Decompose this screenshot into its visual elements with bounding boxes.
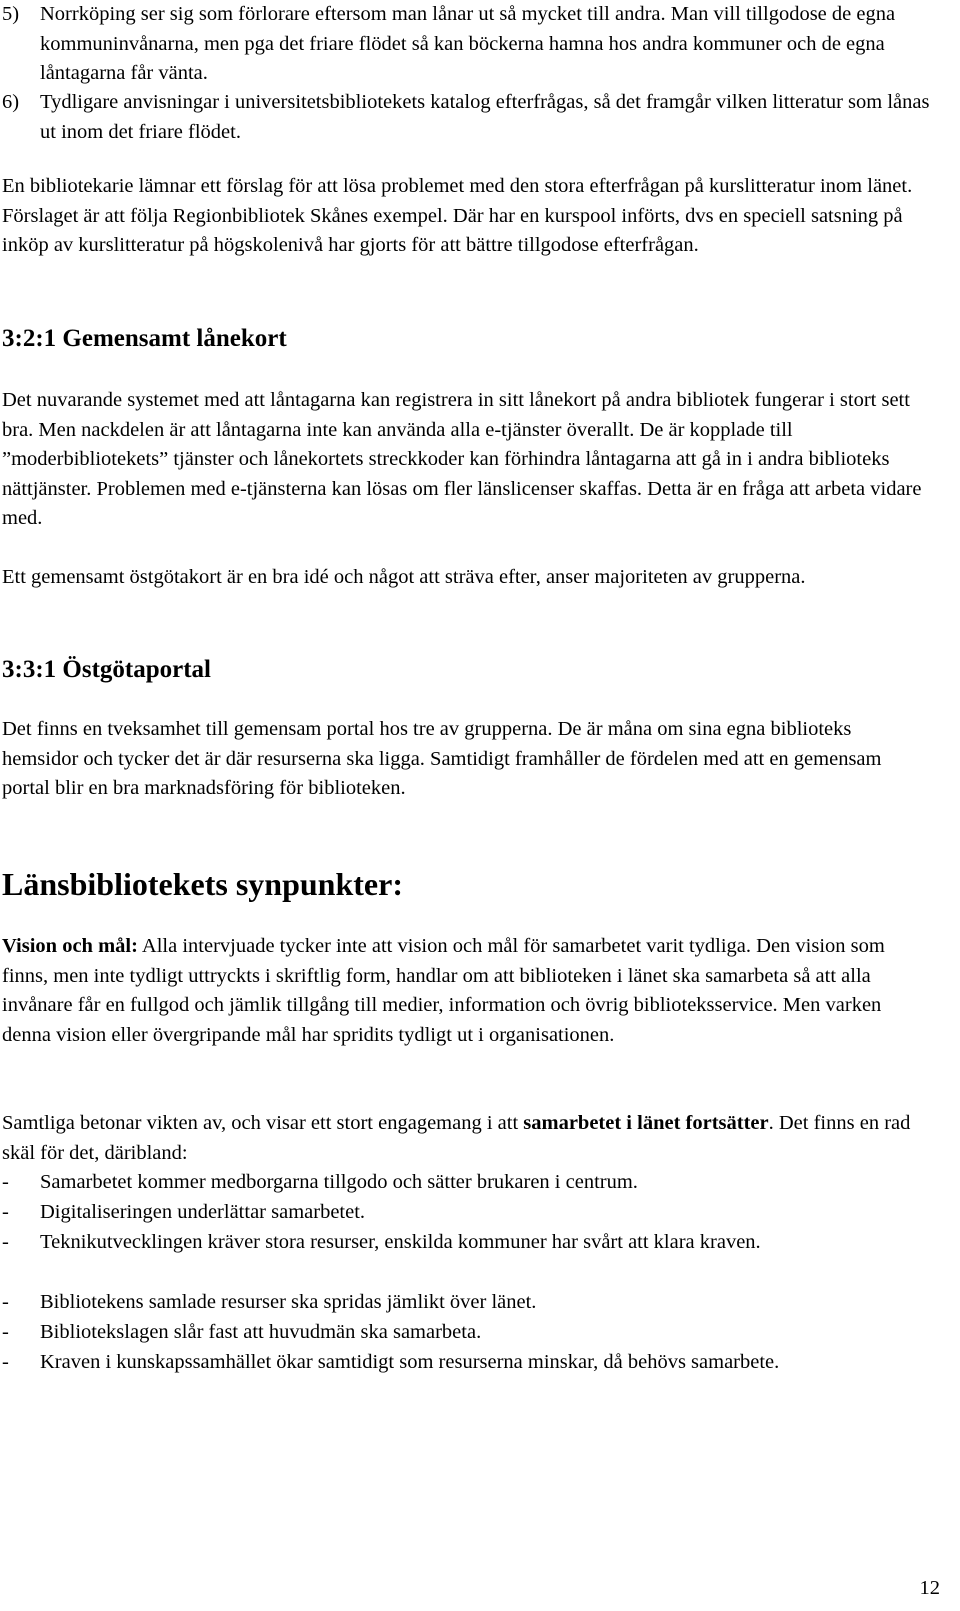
item-text: Tydligare anvisningar i universitetsbibliotekets katalog efterfrågas, så det framgår vilken litteratur som lånas ut inom det friare flödet. [40, 91, 930, 143]
list-item [0, 1168, 940, 1198]
list-item-text: Bibliotekslagen slår fast att huvudmän ska samarbeta. [40, 1321, 482, 1343]
list-item-text: Bibliotekens samlade resurser ska spridas jämlikt över länet. [40, 1291, 537, 1313]
dash-bullet: - [2, 1201, 9, 1223]
item-number: 5) [2, 3, 20, 25]
paragraph-ostgotakort: Ett gemensamt östgötakort är en bra idé och något att sträva efter, anser majoriteten av grupperna. [2, 566, 806, 588]
dash-bullet: - [2, 1171, 9, 1193]
samtliga-tail: . Det finns en rad skäl för det, däribland: [2, 1112, 911, 1164]
section-heading-lanekort: 3:2:1 Gemensamt lånekort [2, 325, 287, 352]
paragraph-proposal: En bibliotekarie lämnar ett förslag för att lösa problemet med den stora efterfrågan på kurslitteratur inom länet. Förslaget är att följa Regionbibliotek Skånes exempel. Där har en kurspool införts, dvs en speciell satsning på inköp av kurslitteratur på högskolenivå har gjorts för att bättre tillgodose efterfrågan. [2, 175, 913, 256]
dash-bullet: - [2, 1321, 9, 1343]
section-heading-lansbibliotek: Länsbibliotekets synpunkter: [2, 866, 403, 902]
samtliga-emphasis: samarbetet i länet fortsätter [523, 1112, 769, 1134]
list-item [0, 1198, 940, 1228]
numbered-item [0, 0, 940, 89]
vision-label: Vision och mål: [2, 935, 138, 957]
list-item-text: Kraven i kunskapssamhället ökar samtidigt som resurserna minskar, då behövs samarbete. [40, 1351, 780, 1373]
paragraph-lanekort: Det nuvarande systemet med att låntagarna kan registrera in sitt lånekort på andra bibliotek fungerar i stort sett bra. Men nackdelen är att låntagarna inte kan använda alla e-tjänster överallt. De är kopplade till ”moderbibliotekets” tjänster och lånekortets streckkoder kan förhindra låntagarna att gå in i andra biblioteks nättjänster. Problemen med e-tjänsterna kan lösas om fler länslicenser skaffas. Detta är en fråga att arbeta vidare med. [2, 389, 922, 529]
paragraph-portal: Det finns en tveksamhet till gemensam portal hos tre av grupperna. De är måna om sina egna biblioteks hemsidor och tycker det är där resurserna ska ligga. Samtidigt framhåller de fördelen med att en gemensam portal blir en bra marknadsföring för biblioteken. [2, 718, 882, 799]
list-item [0, 1288, 940, 1318]
list-item [0, 1318, 940, 1348]
numbered-item [0, 88, 940, 147]
list-item-text: Digitaliseringen underlättar samarbetet. [40, 1201, 366, 1223]
item-number: 6) [2, 91, 20, 113]
item-text: Norrköping ser sig som förlorare eftersom man lånar ut så mycket till andra. Man vill tillgodose de egna kommuninvånarna, men pga det friare flödet så kan böckerna hamna hos andra kommuner och de egna låntagarna får vänta. [40, 3, 896, 84]
dash-bullet: - [2, 1351, 9, 1373]
paragraph-vision [2, 932, 924, 1050]
list-item [0, 1228, 900, 1258]
list-item [0, 1348, 900, 1378]
list-item-text: Teknikutvecklingen kräver stora resurser, enskilda kommuner har svårt att klara kraven. [40, 1231, 761, 1253]
dash-bullet: - [2, 1291, 9, 1313]
list-item-text: Samarbetet kommer medborgarna tillgodo och sätter brukaren i centrum. [40, 1171, 638, 1193]
page-number: 12 [919, 1577, 940, 1599]
paragraph-samtliga [2, 1109, 924, 1168]
samtliga-intro: Samtliga betonar vikten av, och visar ett stort engagemang i att [2, 1112, 524, 1134]
section-heading-portal: 3:3:1 Östgötaportal [2, 656, 211, 683]
dash-bullet: - [2, 1231, 9, 1253]
vision-text: Alla intervjuade tycker inte att vision och mål för samarbetet varit tydliga. Den vision som finns, men inte tydligt uttryckts i skriftlig form, handlar om att biblioteken i länet ska samarbeta så att alla invånare får en fullgod och jämlik tillgång till medier, information och övrig biblioteksservice. Men varken denna vision eller övergripande mål har spridits tydligt ut i organisationen. [2, 935, 885, 1046]
